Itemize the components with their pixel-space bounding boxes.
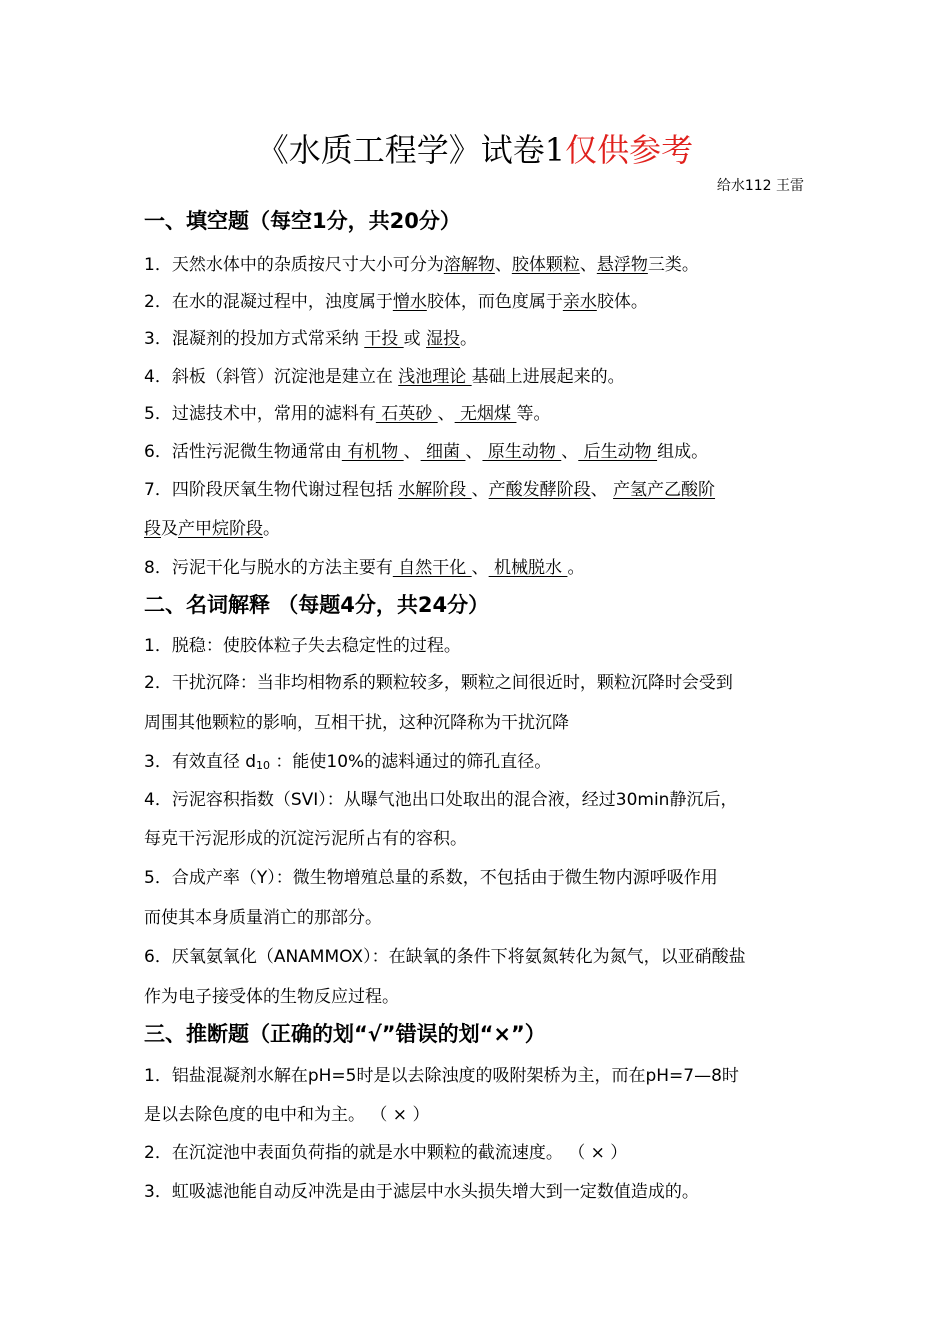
question-line: 4．斜板（斜管）沉淀池是建立在 浅池理论 基础上进展起来的。 <box>144 367 625 387</box>
section-heading-true-false: 三、推断题（正确的划“√”错误的划“×”） <box>144 1022 546 1046</box>
answer-blank: 浅池理论 <box>398 367 472 387</box>
answer-blank: 石英砂 <box>375 404 438 424</box>
title-main: 《水质工程学》试卷1 <box>256 131 566 169</box>
definition-line: 2．干扰沉降：当非均相物系的颗粒较多，颗粒之间很近时，颗粒沉降时会受到 <box>144 673 733 693</box>
definition-line: 4．污泥容积指数（SVI）：从曝气池出口处取出的混合液，经过30min静沉后， <box>144 790 738 810</box>
definition-line: 作为电子接受体的生物反应过程。 <box>144 987 399 1007</box>
question-line: 5．过滤技术中，常用的滤料有 石英砂 、 无烟煤 等。 <box>144 404 551 424</box>
answer-blank: 干投 <box>364 329 404 349</box>
title-highlight: 仅供参考 <box>565 131 694 169</box>
answer-blank: 湿投 <box>426 329 461 349</box>
answer-blank: 憎水 <box>392 292 427 312</box>
answer-blank: 悬浮物 <box>596 255 648 275</box>
question-line: 8．污泥干化与脱水的方法主要有 自然干化 、 机械脱水 。 <box>144 558 585 578</box>
answer-blank: 原生动物 <box>482 442 562 462</box>
question-line: 3．混凝剂的投加方式常采纳 干投 或 湿投。 <box>144 329 478 349</box>
answer-blank: 溶解物 <box>443 255 495 275</box>
judgement-line: 3．虹吸滤池能自动反冲洗是由于滤层中水头损失增大到一定数值造成的。 <box>144 1182 699 1202</box>
definition-line: 1．脱稳：使胶体粒子失去稳定性的过程。 <box>144 636 461 656</box>
judgement-line: 是以去除色度的电中和为主。 （ × ） <box>144 1105 430 1125</box>
section-heading-definitions: 二、名词解释 （每题4分，共24分） <box>144 593 490 617</box>
judgement-line: 1．铝盐混凝剂水解在pH=5时是以去除浊度的吸附架桥为主，而在pH=7—8时 <box>144 1066 739 1086</box>
answer-blank: 细菌 <box>420 442 466 462</box>
answer-blank: 自然干化 <box>392 558 472 578</box>
definition-line: 每克干污泥形成的沉淀污泥所占有的容积。 <box>144 829 467 849</box>
question-line: 段及产甲烷阶段。 <box>144 519 280 539</box>
answer-blank: 胶体颗粒 <box>511 255 580 275</box>
answer-blank: 产氢产乙酸阶 <box>613 480 716 500</box>
definition-line: 3．有效直径 d10 ：能使10%的滤料通过的筛孔直径。 <box>144 752 552 772</box>
question-line: 7．四阶段厌氧生物代谢过程包括 水解阶段 、产酸发酵阶段、 产氢产乙酸阶 <box>144 480 716 500</box>
answer-blank: 无烟煤 <box>454 404 517 424</box>
answer-blank: 有机物 <box>341 442 404 462</box>
author-line: 给水112 王雷 <box>716 178 804 194</box>
section-heading-fill-blank: 一、填空题（每空1分，共20分） <box>144 209 461 233</box>
answer-blank: 水解阶段 <box>398 480 472 500</box>
answer-blank: 机械脱水 <box>488 558 568 578</box>
question-line: 2．在水的混凝过程中，浊度属于憎水胶体，而色度属于亲水胶体。 <box>144 292 648 312</box>
definition-line: 5．合成产率（Y）：微生物增殖总量的系数，不包括由于微生物内源呼吸作用 <box>144 868 718 888</box>
judgement-line: 2．在沉淀池中表面负荷指的就是水中颗粒的截流速度。 （ × ） <box>144 1143 628 1163</box>
question-line: 6．活性污泥微生物通常由 有机物 、 细菌 、 原生动物 、 后生动物 组成。 <box>144 442 709 462</box>
answer-blank: 产甲烷阶段 <box>178 519 263 539</box>
definition-line: 周围其他颗粒的影响，互相干扰，这种沉降称为干扰沉降 <box>144 713 569 733</box>
answer-blank: 段 <box>144 519 161 539</box>
page-title <box>0 128 950 172</box>
question-line: 1．天然水体中的杂质按尺寸大小可分为溶解物、胶体颗粒、悬浮物三类。 <box>144 255 699 275</box>
definition-line: 而使其本身质量消亡的那部分。 <box>144 908 382 928</box>
answer-blank: 亲水 <box>562 292 597 312</box>
answer-blank: 产酸发酵阶段 <box>488 480 591 500</box>
definition-line: 6．厌氧氨氧化（ANAMMOX）：在缺氧的条件下将氨氮转化为氮气，以亚硝酸盐 <box>144 947 746 967</box>
answer-blank: 后生动物 <box>578 442 658 462</box>
